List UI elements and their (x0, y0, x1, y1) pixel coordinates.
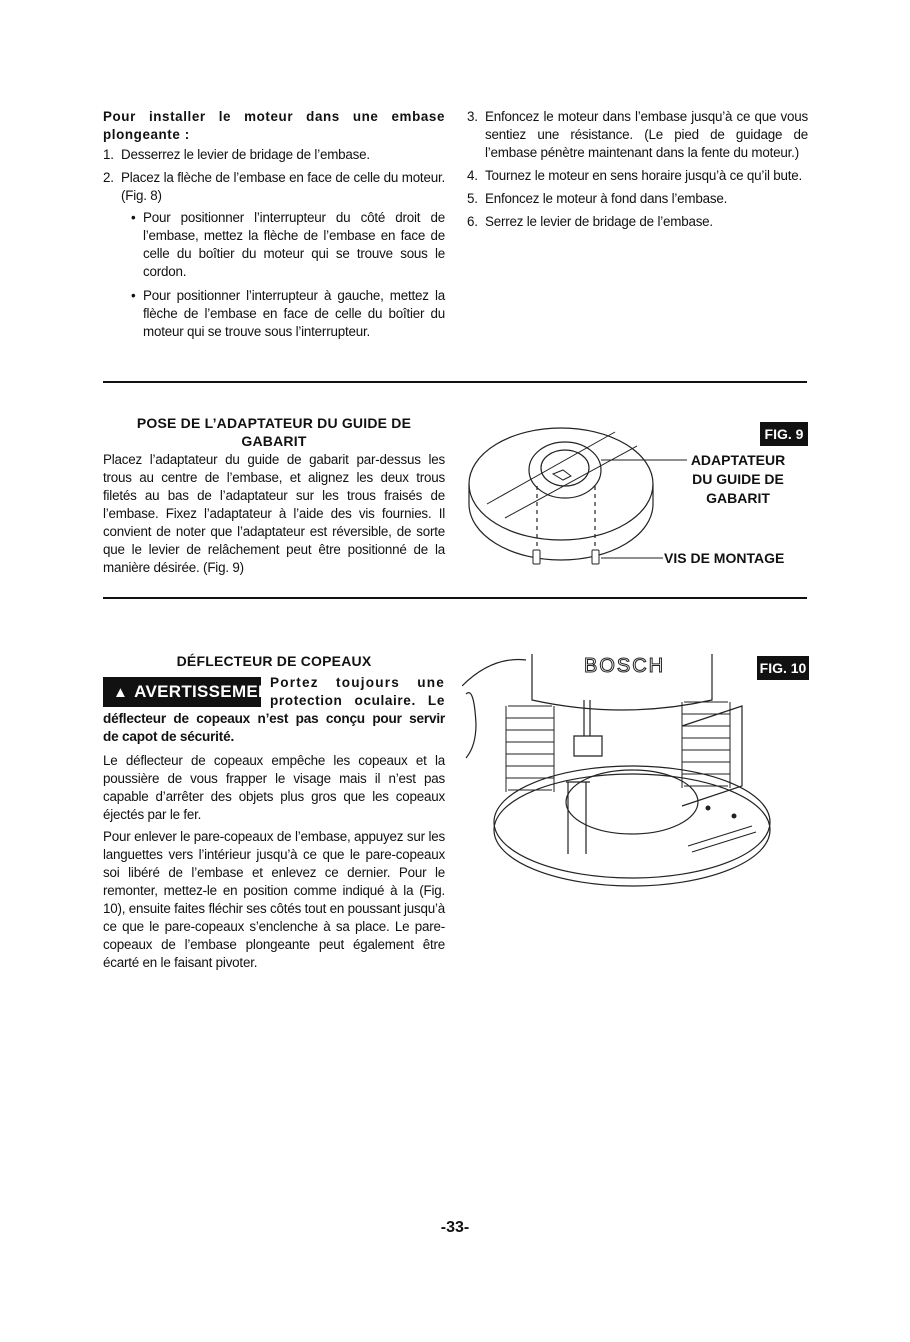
fig9-base-groove (487, 432, 637, 518)
bullet-left-switch: • Pour positionner l’interrupteur à gauche, mettez la flèche de l’embase en face de celle du boîtier du moteur qui se trouve sous l’interrupteur. (131, 287, 445, 341)
step-4-text: Tournez le moteur en sens horaire jusqu’à ce qu’il bute. (485, 168, 803, 183)
fig10-base-plate (494, 766, 770, 878)
fig9-callout-screws: VIS DE MONTAGE (664, 550, 785, 566)
step-5 (467, 190, 808, 208)
step-6-number: 6. (467, 214, 478, 229)
plunge-heading: Pour installer le moteur dans une embase plongeante : (103, 109, 445, 142)
fig9-callout-adapter (688, 451, 788, 508)
deflector-para2: Pour enlever le pare-copeaux de l’embase, appuyez sur les languettes vers l’intérieur jusqu’à ce que le pare-copeaux soi libéré de l’embase et enlevez ce dernier. Pour le remonter, mettez-le en position comme indiqué à la (Fig. 10), ensuite faites fléchir ses côtés tout en poussant jusqu’à ce que le pare-copeaux s’enclenche à sa place. Le pare-copeaux de l’embase plongeante peut également être écarté en le faisant pivoter. (103, 829, 445, 970)
fig10-label: FIG. 10 (757, 656, 809, 680)
bullet-right-switch: • Pour positionner l’interrupteur du côté droit de l’embase, mettez la flèche de l’embase en face de celle du boîtier du moteur qui se trouve sous le cordon. (131, 209, 445, 281)
deflector-body (103, 752, 445, 972)
deflector-heading: DÉFLECTEUR DE COPEAUX (176, 653, 372, 669)
section-divider-1 (103, 381, 807, 383)
fig10-base-screw-2 (732, 814, 737, 819)
warning-text-block (270, 674, 445, 710)
step-1-text: Desserrez le levier de bridage de l’embase. (121, 147, 370, 162)
template-body: Placez l’adaptateur du guide de gabarit par-dessus les trous au centre de l’embase, et alignez les deux trous filetés au bas de l’adaptateur sur les trous fraisés de l’embase. Fixez l’adaptateur à l’aide des vis fournies. Il convient de noter que l’adaptateur est réversible, de sorte que le levier de relâchement peut être positionné de la manière désirée. (Fig. 9) (103, 452, 445, 575)
step-6-text: Serrez le levier de bridage de l’embase. (485, 214, 713, 229)
plunge-steps-list-cont (467, 108, 808, 231)
step-4 (467, 167, 808, 185)
step-5-text: Enfoncez le moteur à fond dans l’embase. (485, 191, 728, 206)
fig10-spring-right (682, 702, 730, 786)
fig9-screw-right (592, 550, 599, 564)
fig9-base-plate-side (469, 484, 653, 560)
fig10-cord (462, 660, 526, 758)
plunge-right-column (467, 108, 808, 236)
fig10-guide (566, 782, 590, 854)
deflector-para1: Le déflecteur de copeaux empêche les copeaux et la poussière de vous frapper le visage mais il n’est pas capable d’arrêter des objets plus gros que les copeaux éjectés par le fer. (103, 753, 445, 822)
fig10-brand-text: BOSCH (584, 655, 666, 677)
step-3-number: 3. (467, 109, 478, 124)
fig9-base-plate-top (469, 428, 653, 540)
warning-text-line3: déflecteur de copeaux n’est pas conçu pour servir (103, 711, 445, 726)
step-2 (103, 169, 445, 341)
page-number: -33- (440, 1219, 470, 1236)
fig10-spring-left-side (506, 706, 554, 792)
fig9-screw-left (533, 550, 540, 564)
fig10-illustration (462, 646, 782, 896)
deflector-section (103, 652, 445, 674)
section-divider-2 (103, 597, 807, 599)
step-1-number: 1. (103, 147, 114, 162)
step-2-text: Placez la flèche de l’embase en face de celle du moteur. (Fig. 8) (121, 170, 445, 203)
fig10-base-slot (688, 826, 756, 852)
step-2-number: 2. (103, 170, 114, 185)
fig9-callout-adapter-line2: DU GUIDE DE (692, 471, 784, 487)
fig10-deflector-shield (682, 706, 742, 806)
template-heading: POSE DE L’ADAPTATEUR DU GUIDE DE GABARIT (136, 415, 412, 449)
step-2-bullets (131, 209, 445, 341)
plunge-steps-list (103, 146, 445, 341)
step-5-number: 5. (467, 191, 478, 206)
fig9-label: FIG. 9 (760, 422, 808, 446)
template-section (103, 414, 445, 577)
warning-text-line2: protection oculaire. Le (270, 693, 445, 708)
plunge-left-column (103, 108, 445, 347)
step-3-text: Enfoncez le moteur dans l’embase jusqu’à ce que vous sentiez une résistance. (Le pied de guidage de l’embase pénètre maintenant dans la fente du moteur.) (485, 109, 808, 160)
warning-text-line4: de capot de sécurité. (103, 729, 235, 744)
step-3 (467, 108, 808, 162)
fig9-callout-adapter-line1: ADAPTATEUR (690, 452, 786, 468)
fig9-callout-adapter-line3: GABARIT (706, 490, 770, 506)
fig9-adapter-lever (553, 470, 571, 480)
warning-text-line1: Portez toujours une (270, 675, 445, 690)
warning-label: AVERTISSEMENT (134, 682, 282, 701)
fig10-base-screw-1 (706, 806, 711, 811)
step-1 (103, 146, 445, 164)
fig9-adapter-inner (541, 450, 589, 486)
step-4-number: 4. (467, 168, 478, 183)
warning-text-block-cont (103, 710, 445, 746)
step-6 (467, 213, 808, 231)
warning-badge (103, 677, 282, 707)
warning-triangle-icon: ▲ (113, 684, 129, 701)
